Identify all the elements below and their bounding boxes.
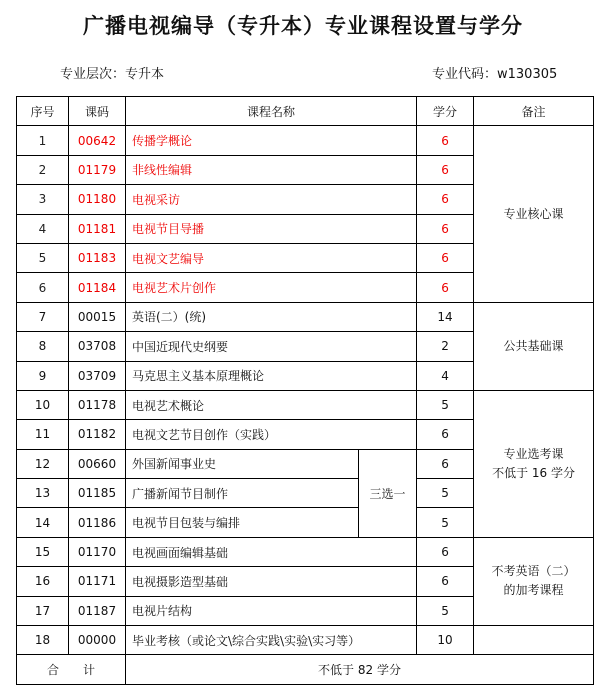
row-code: 00642 bbox=[69, 126, 126, 155]
row-credit: 2 bbox=[417, 332, 474, 361]
row-name: 广播新闻节目制作 bbox=[126, 479, 359, 508]
row-code: 03709 bbox=[69, 361, 126, 390]
row-seq: 15 bbox=[17, 537, 69, 566]
row-name: 电视画面编辑基础 bbox=[126, 537, 417, 566]
row-code: 01180 bbox=[69, 185, 126, 214]
row-credit: 10 bbox=[417, 626, 474, 655]
row-name: 电视采访 bbox=[126, 185, 417, 214]
row-seq: 2 bbox=[17, 155, 69, 184]
header-code: 课码 bbox=[69, 97, 126, 126]
choose-one: 三选一 bbox=[359, 449, 417, 537]
row-credit: 6 bbox=[417, 155, 474, 184]
header-seq: 序号 bbox=[17, 97, 69, 126]
header-credit: 学分 bbox=[417, 97, 474, 126]
row-name: 电视艺术片创作 bbox=[126, 273, 417, 302]
course-table bbox=[16, 96, 594, 685]
row-name: 电视片结构 bbox=[126, 596, 417, 625]
row-name: 马克思主义基本原理概论 bbox=[126, 361, 417, 390]
total-row bbox=[17, 655, 594, 684]
page-title: 广播电视编导（专升本）专业课程设置与学分 bbox=[83, 14, 523, 38]
row-seq: 12 bbox=[17, 449, 69, 478]
row-code: 01184 bbox=[69, 273, 126, 302]
row-name: 电视文艺节目创作（实践） bbox=[126, 420, 417, 449]
row-name: 传播学概论 bbox=[126, 126, 417, 155]
row-code: 00660 bbox=[69, 449, 126, 478]
row-code: 01186 bbox=[69, 508, 126, 537]
row-credit: 5 bbox=[417, 479, 474, 508]
row-note bbox=[474, 626, 594, 655]
row-credit: 4 bbox=[417, 361, 474, 390]
row-note bbox=[474, 390, 594, 537]
row-credit: 6 bbox=[417, 449, 474, 478]
total-value: 不低于 82 学分 bbox=[126, 655, 594, 684]
row-name: 电视文艺编导 bbox=[126, 243, 417, 272]
note-core: 专业核心课 bbox=[503, 206, 564, 221]
table-row bbox=[17, 390, 594, 419]
row-seq: 14 bbox=[17, 508, 69, 537]
row-name: 电视节目包装与编排 bbox=[126, 508, 359, 537]
table-row bbox=[17, 126, 594, 155]
row-name: 电视节目导播 bbox=[126, 214, 417, 243]
row-seq: 17 bbox=[17, 596, 69, 625]
row-code: 00000 bbox=[69, 626, 126, 655]
row-seq: 8 bbox=[17, 332, 69, 361]
row-seq: 16 bbox=[17, 567, 69, 596]
row-code: 01185 bbox=[69, 479, 126, 508]
note-elective: 专业选考课 bbox=[503, 446, 564, 461]
row-code: 01178 bbox=[69, 390, 126, 419]
row-seq: 6 bbox=[17, 273, 69, 302]
row-code: 01170 bbox=[69, 537, 126, 566]
note-public: 公共基础课 bbox=[503, 338, 564, 353]
row-seq: 5 bbox=[17, 243, 69, 272]
header-name: 课程名称 bbox=[126, 97, 417, 126]
table-row bbox=[17, 302, 594, 331]
row-code: 00015 bbox=[69, 302, 126, 331]
row-name: 英语(二）(统) bbox=[126, 302, 417, 331]
row-name: 外国新闻事业史 bbox=[126, 449, 359, 478]
row-code: 03708 bbox=[69, 332, 126, 361]
row-seq: 10 bbox=[17, 390, 69, 419]
note-elective-min: 不低于 16 学分 bbox=[492, 465, 575, 480]
row-seq: 1 bbox=[17, 126, 69, 155]
row-seq: 7 bbox=[17, 302, 69, 331]
row-credit: 5 bbox=[417, 596, 474, 625]
row-seq: 4 bbox=[17, 214, 69, 243]
header-note: 备注 bbox=[474, 97, 594, 126]
row-code: 01179 bbox=[69, 155, 126, 184]
row-credit: 6 bbox=[417, 273, 474, 302]
row-code: 01183 bbox=[69, 243, 126, 272]
total-label: 合 计 bbox=[17, 655, 126, 684]
row-credit: 5 bbox=[417, 390, 474, 419]
note-extra: 不考英语（二） bbox=[491, 564, 576, 579]
row-seq: 11 bbox=[17, 420, 69, 449]
row-credit: 6 bbox=[417, 214, 474, 243]
row-credit: 6 bbox=[417, 243, 474, 272]
row-seq: 13 bbox=[17, 479, 69, 508]
row-name: 电视艺术概论 bbox=[126, 390, 417, 419]
row-note bbox=[474, 302, 594, 390]
row-name: 非线性编辑 bbox=[126, 155, 417, 184]
row-seq: 18 bbox=[17, 626, 69, 655]
row-name: 电视摄影造型基础 bbox=[126, 567, 417, 596]
header-row bbox=[17, 97, 594, 126]
row-code: 01187 bbox=[69, 596, 126, 625]
note-extra-2: 的加考课程 bbox=[503, 583, 564, 598]
row-seq: 3 bbox=[17, 185, 69, 214]
row-seq: 9 bbox=[17, 361, 69, 390]
major-level: 专业层次：专升本 bbox=[60, 67, 165, 82]
row-note bbox=[474, 126, 594, 302]
row-credit: 5 bbox=[417, 508, 474, 537]
row-credit: 14 bbox=[417, 302, 474, 331]
row-credit: 6 bbox=[417, 420, 474, 449]
row-name: 中国近现代史纲要 bbox=[126, 332, 417, 361]
row-code: 01182 bbox=[69, 420, 126, 449]
row-credit: 6 bbox=[417, 185, 474, 214]
row-credit: 6 bbox=[417, 126, 474, 155]
table-row bbox=[17, 537, 594, 566]
row-code: 01181 bbox=[69, 214, 126, 243]
row-note bbox=[474, 537, 594, 625]
row-code: 01171 bbox=[69, 567, 126, 596]
row-credit: 6 bbox=[417, 537, 474, 566]
major-code: 专业代码：w130305 bbox=[432, 67, 558, 82]
row-name: 毕业考核（或论文\综合实践\实验\实习等） bbox=[126, 626, 417, 655]
row-credit: 6 bbox=[417, 567, 474, 596]
table-row bbox=[17, 626, 594, 655]
